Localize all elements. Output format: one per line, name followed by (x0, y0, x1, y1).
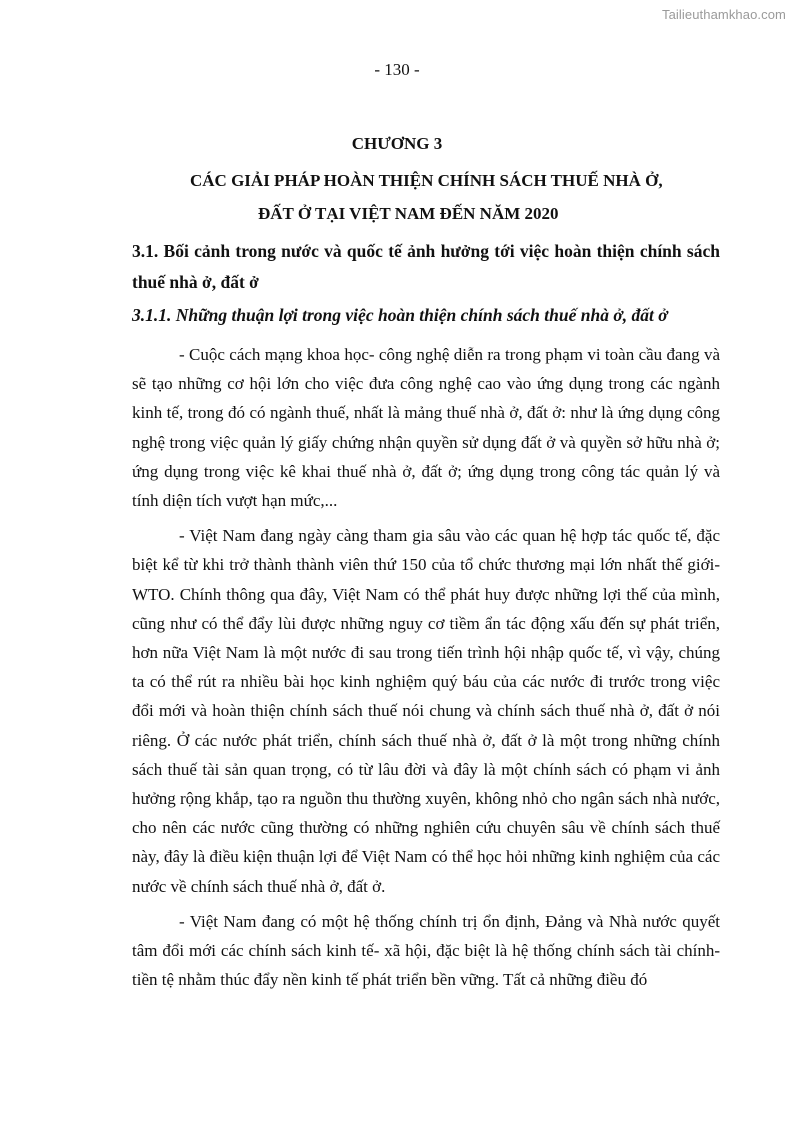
chapter-label: CHƯƠNG 3 (351, 134, 443, 153)
body-text (132, 340, 720, 1000)
chapter-title-line-1: CÁC GIẢI PHÁP HOÀN THIỆN CHÍNH SÁCH THUẾ NHÀ Ở, (190, 171, 663, 190)
paragraph: - Việt Nam đang ngày càng tham gia sâu vào các quan hệ hợp tác quốc tế, đặc biệt kể từ khi trở thành thành viên thứ 150 của tổ chức thương mại lớn nhất thế giới- WTO. Chính thông qua đây, Việt Nam có thể phát huy được những lợi thế của mình, cũng như có thể đẩy lùi được những nguy cơ tiềm ẩn tác động xấu đến sự phát triển, hơn nữa Việt Nam là một nước đi sau trong tiến trình hội nhập quốc tế, vì vậy, chúng ta có thể rút ra nhiều bài học kinh nghiệm quý báu của các nước đi trước trong việc đổi mới và hoàn thiện chính sách thuế nói chung và chính sách thuế nhà ở, đất ở nói riêng. Ở các nước phát triển, chính sách thuế nhà ở, đất ở là một trong những chính sách thuế tài sản quan trọng, có từ lâu đời và đây là một chính sách có phạm vi ảnh hưởng rộng khắp, tạo ra nguồn thu thường xuyên, không nhỏ cho ngân sách nhà nước, cho nên các nước cũng thường có những nghiên cứu chuyên sâu về chính sách thuế này, đây là điều kiện thuận lợi để Việt Nam có thể học hỏi những kinh nghiệm của các nước về chính sách thuế nhà ở, đất ở. (132, 526, 720, 896)
paragraph: - Việt Nam đang có một hệ thống chính trị ổn định, Đảng và Nhà nước quyết tâm đổi mới các chính sách kinh tế- xã hội, đặc biệt là hệ thống chính sách tài chính- tiền tệ nhằm thúc đẩy nền kinh tế phát triển bền vững. Tất cả những điều đó (132, 911, 720, 990)
paragraph: - Cuộc cách mạng khoa học- công nghệ diễn ra trong phạm vi toàn cầu đang và sẽ tạo những cơ hội lớn cho việc đưa công nghệ cao vào ứng dụng trong các ngành kinh tế, trong đó có ngành thuế, nhất là mảng thuế nhà ở, đất ở: như là ứng dụng công nghệ trong việc quản lý giấy chứng nhận quyền sử dụng đất ở và quyền sở hữu nhà ở; ứng dụng trong việc kê khai thuế nhà ở, đất ở; ứng dụng trong công tác quản lý và tính diện tích vượt hạn mức,... (132, 345, 720, 511)
chapter-title-line-2: ĐẤT Ở TẠI VIỆT NAM ĐẾN NĂM 2020 (258, 204, 559, 223)
subsection-heading: 3.1.1. Những thuận lợi trong việc hoàn thiện chính sách thuế nhà ở, đất ở (132, 305, 668, 325)
page-number: - 130 - (374, 60, 420, 79)
watermark-text: Tailieuthamkhao.com (661, 7, 786, 22)
section-heading: 3.1. Bối cảnh trong nước và quốc tế ảnh hưởng tới việc hoàn thiện chính sách thuế nhà ở, đất ở (132, 241, 720, 292)
